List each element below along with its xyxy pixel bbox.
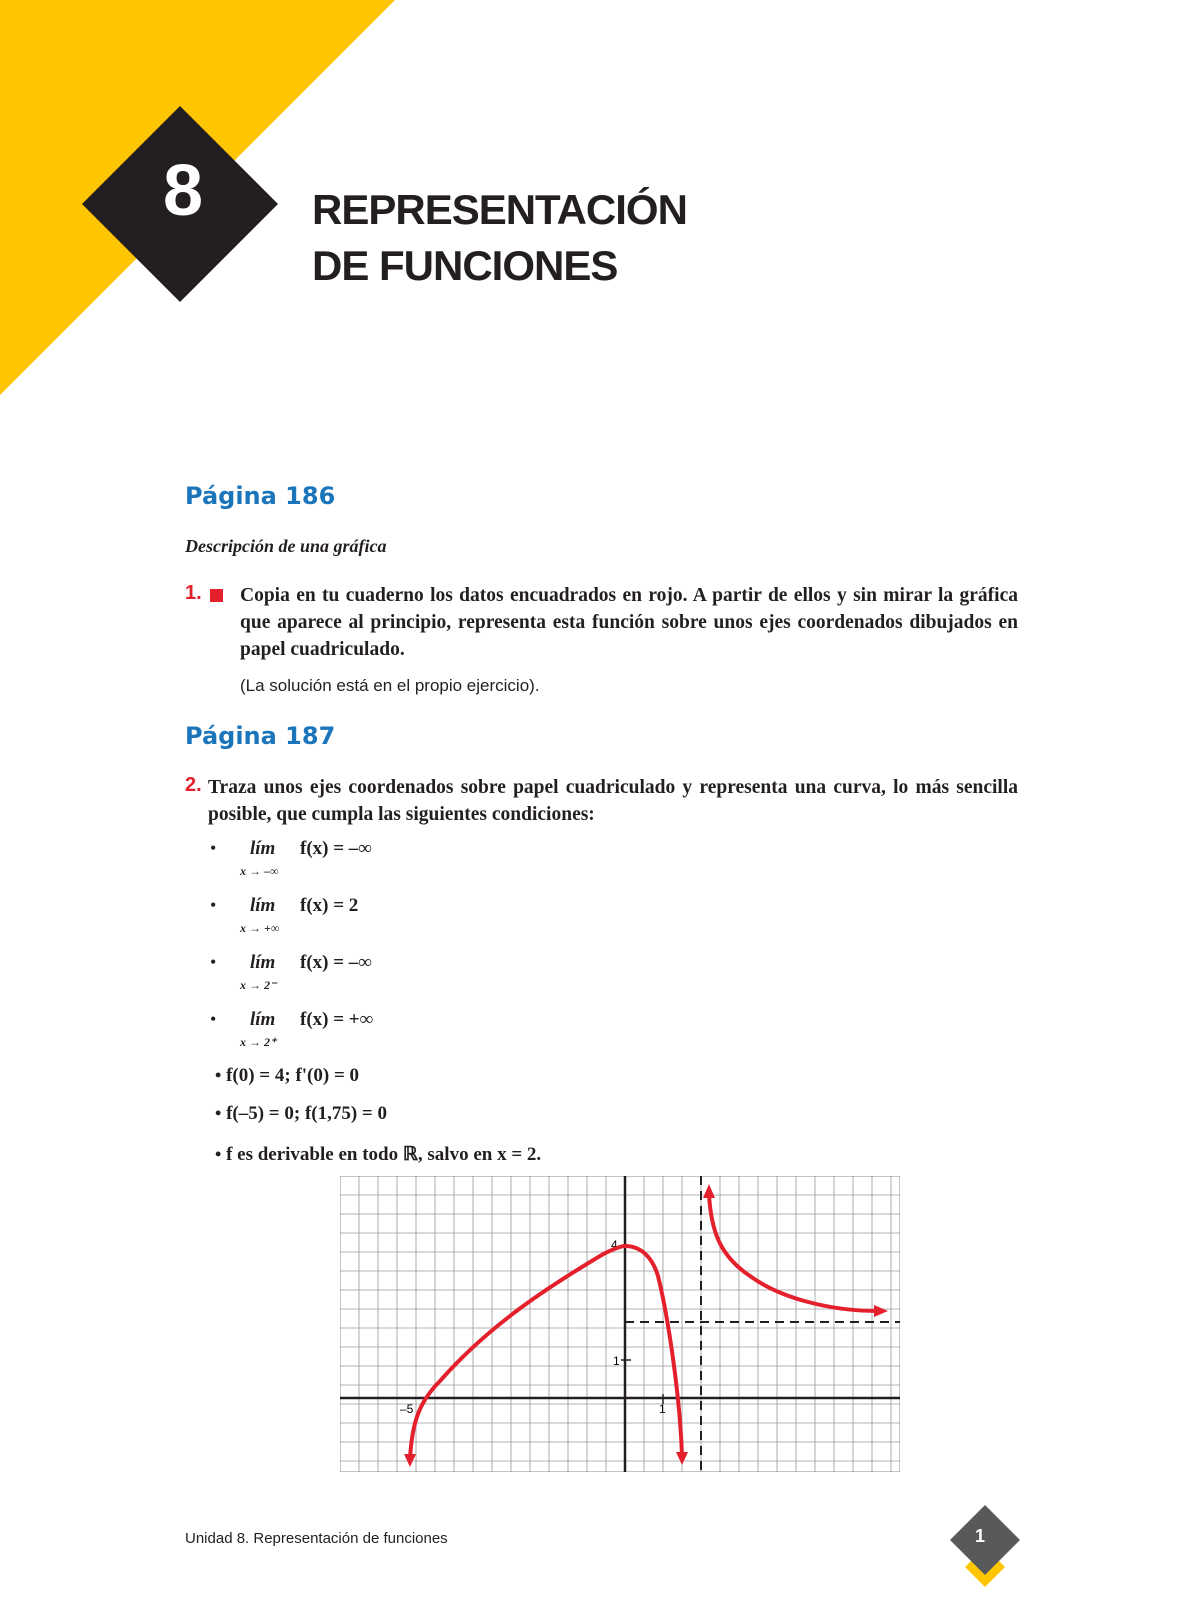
condition-text: f(0) = 4; f'(0) = 0	[226, 1065, 360, 1086]
condition-item	[215, 1065, 359, 1087]
curve-left-branch	[410, 1246, 682, 1459]
red-square-icon	[210, 589, 223, 602]
page-heading-186: Página 186	[185, 482, 336, 510]
label-x-minus5: –5	[400, 1402, 414, 1416]
arrow-right-icon	[874, 1305, 888, 1317]
exercise-1-solution: (La solución está en el propio ejercicio).	[240, 676, 540, 695]
graph-border	[340, 1176, 900, 1472]
arrow-down-left-icon	[404, 1454, 416, 1467]
label-y-4: 4	[611, 1238, 618, 1252]
title-line-2: DE FUNCIONES	[312, 242, 618, 289]
function-graph	[340, 1176, 900, 1472]
page-heading-187: Página 187	[185, 722, 336, 750]
lim-subscript: x → –∞	[240, 864, 279, 878]
condition-item	[215, 1103, 387, 1125]
lim-subscript: x → +∞	[240, 921, 280, 935]
bullet-icon: •	[215, 1065, 222, 1085]
lim-word: lím	[250, 1009, 276, 1030]
lim-word: lím	[250, 895, 276, 916]
bullet-icon: •	[210, 838, 217, 858]
label-y-1: 1	[613, 1354, 620, 1368]
lim-expression: f(x) = –∞	[300, 952, 372, 973]
condition-text: f(–5) = 0; f(1,75) = 0	[226, 1103, 388, 1124]
page-badge	[945, 1505, 1025, 1600]
bullet-icon: •	[210, 1009, 217, 1029]
title-line-1: REPRESENTACIÓN	[312, 186, 687, 233]
chapter-number: 8	[162, 151, 204, 231]
lim-subscript: x → 2⁺	[240, 1035, 277, 1049]
page-number: 1	[974, 1526, 985, 1546]
lim-word: lím	[250, 838, 276, 859]
section-subtitle: Descripción de una gráfica	[185, 536, 387, 556]
bullet-icon: •	[215, 1144, 222, 1164]
lim-expression: f(x) = 2	[300, 895, 359, 916]
label-x-1: 1	[659, 1402, 666, 1416]
arrow-up-asymptote-icon	[703, 1184, 715, 1198]
exercise-2-number: 2.	[185, 774, 202, 796]
footer-text: Unidad 8. Representación de funciones	[185, 1530, 448, 1547]
exercise-2-text: Traza unos ejes coordenados sobre papel cuadriculado y representa una curva, lo más sencilla posible, que cumpla las siguientes condiciones:	[208, 777, 1018, 825]
chapter-title	[312, 182, 687, 294]
lim-expression: f(x) = +∞	[300, 1009, 374, 1030]
condition-text: f es derivable en todo ℝ, salvo en x = 2.	[226, 1144, 542, 1165]
exercise-1-text: Copia en tu cuaderno los datos encuadrados en rojo. A partir de ellos y sin mirar la gráfica que aparece al principio, representa esta función sobre unos ejes coordenados dibujados en papel cuadriculado.	[240, 585, 1018, 660]
grid	[340, 1176, 900, 1472]
condition-item	[215, 1143, 541, 1166]
bullet-icon: •	[210, 952, 217, 972]
exercise-1-number: 1.	[185, 582, 202, 604]
lim-expression: f(x) = –∞	[300, 838, 372, 859]
lim-word: lím	[250, 952, 276, 973]
lim-subscript: x → 2⁻	[240, 978, 277, 992]
bullet-icon: •	[210, 895, 217, 915]
bullet-icon: •	[215, 1103, 222, 1123]
arrow-down-asymptote-icon	[676, 1452, 688, 1465]
